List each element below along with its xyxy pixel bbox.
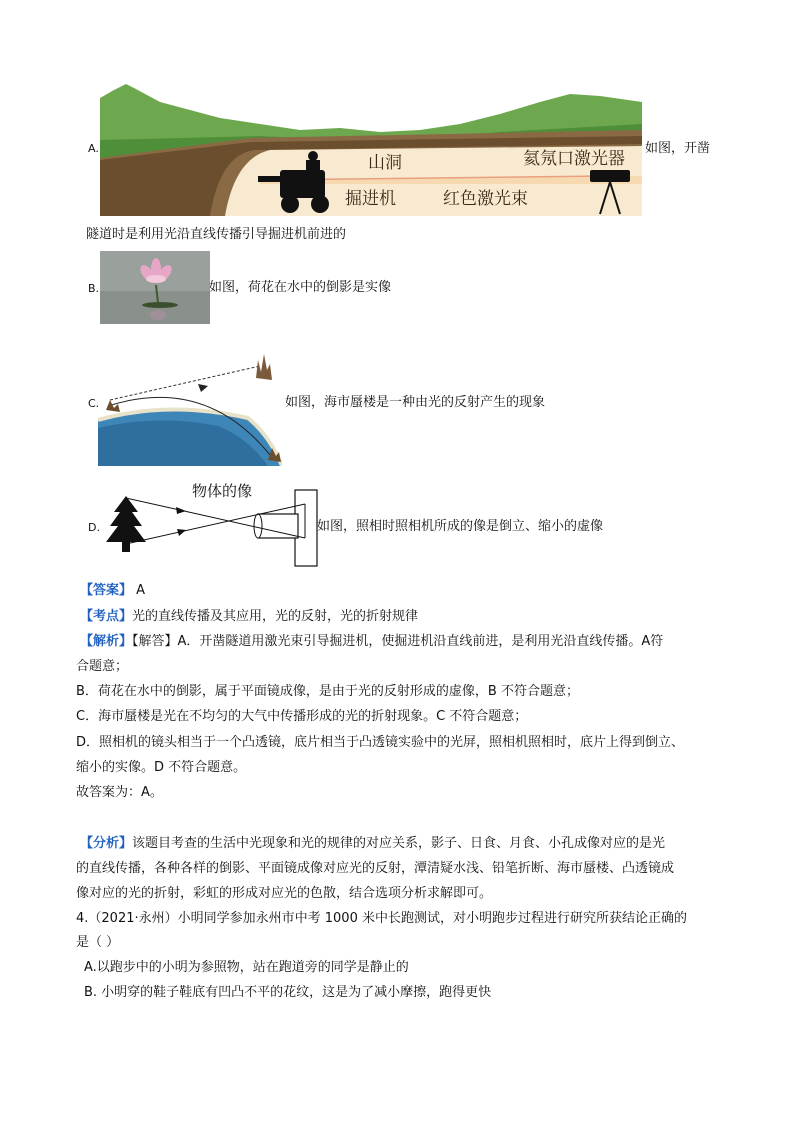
option-a-letter: A. <box>88 142 99 155</box>
answer-label: 【答案】 <box>80 583 133 598</box>
analysis-line-2: 合题意； <box>76 659 129 674</box>
option-b-caption: 如图，荷花在水中的倒影是实像 <box>209 280 392 295</box>
machine-label: 掘进机 <box>345 189 396 209</box>
lotus-reflection-figure <box>100 251 210 324</box>
analysis-line-7: 故答案为：A。 <box>76 785 163 800</box>
analysis-label: 【解析】 <box>80 634 133 649</box>
fenxi-text-1: 该题目考查的生活中光现象和光的规律的对应关系，影子、日食、月食、小孔成像对应的是光 <box>132 836 666 851</box>
fenxi-label: 【分析】 <box>80 836 133 851</box>
tunnel-laser-figure <box>100 80 642 216</box>
analysis-line-6: 缩小的实像。D 不符合题意。 <box>76 760 247 775</box>
topic-row <box>80 607 418 627</box>
option-b-letter: B. <box>88 282 100 295</box>
question4-stem-2: 是（ ） <box>76 935 120 950</box>
answer-value: A <box>136 583 146 598</box>
fenxi-line-2: 的直线传播，各种各样的倒影、平面镜成像对应光的反射，潭清疑水浅、铅笔折断、海市蜃楼、凸透镜成 <box>76 861 675 876</box>
laser-device-label: 氦氖口激光器 <box>523 149 625 169</box>
option-a-caption-tail: 如图，开凿 <box>645 141 711 156</box>
beam-label: 红色激光束 <box>443 189 528 209</box>
topic-value: 光的直线传播及其应用，光的反射，光的折射规律 <box>132 609 419 624</box>
fenxi-line-1 <box>80 834 665 854</box>
analysis-line-3: B．荷花在水中的倒影，属于平面镜成像，是由于光的反射形成的虚像，B 不符合题意； <box>76 684 579 699</box>
fenxi-line-3: 像对应的光的折射，彩虹的形成对应光的色散，结合选项分析求解即可。 <box>76 886 493 901</box>
question4-option-b: B. 小明穿的鞋子鞋底有凹凸不平的花纹，这是为了减小摩擦，跑得更快 <box>84 985 492 1000</box>
analysis-line-4: C．海市蜃楼是光在不均匀的大气中传播形成的光的折射现象。C 不符合题意； <box>76 709 528 724</box>
option-d-letter: D. <box>88 521 100 534</box>
topic-label: 【考点】 <box>80 609 133 624</box>
answer-row <box>80 581 145 601</box>
option-c-letter: C. <box>88 397 100 410</box>
option-c-caption: 如图，海市蜃楼是一种由光的反射产生的现象 <box>285 395 546 410</box>
camera-figure <box>100 478 320 570</box>
question4-stem-1: 4.（2021·永州）小明同学参加永州市中考 1000 米中长跑测试，对小明跑步过程进行研究所获结论正确的 <box>76 911 687 926</box>
analysis-line-5: D．照相机的镜头相当于一个凸透镜，底片相当于凸透镜实验中的光屏，照相机照相时，底片上得到倒立、 <box>76 735 685 750</box>
option-d-caption: 如图，照相时照相机所成的像是倒立、缩小的虚像 <box>317 519 604 534</box>
question4-option-a: A.以跑步中的小明为参照物，站在跑道旁的同学是静止的 <box>84 960 409 975</box>
option-a-caption-continued: 隧道时是利用光沿直线传播引导掘进机前进的 <box>86 227 347 242</box>
mirage-figure <box>98 348 282 466</box>
tunnel-label: 山洞 <box>368 153 402 173</box>
image-label: 物体的像 <box>192 482 253 500</box>
analysis-text-1: 【解答】A．开凿隧道用激光束引导掘进机，使掘进机沿直线前进，是利用光沿直线传播。A符 <box>132 634 664 649</box>
analysis-line-1 <box>80 632 663 652</box>
